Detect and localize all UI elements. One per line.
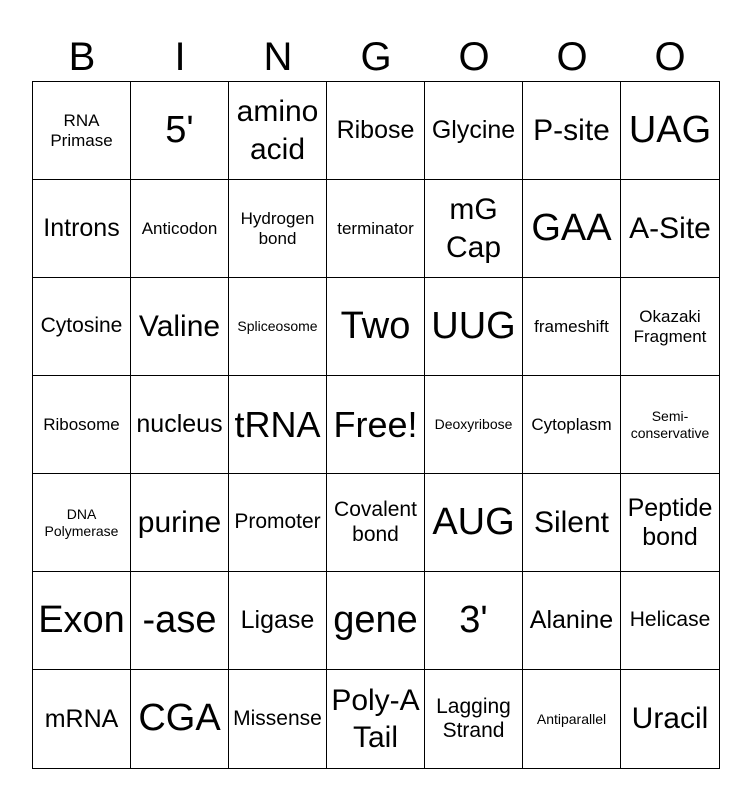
bingo-cell[interactable] (425, 376, 523, 474)
bingo-board (32, 81, 720, 769)
bingo-cell-text: Antiparallel (536, 710, 607, 727)
bingo-cell[interactable] (621, 670, 719, 768)
bingo-cell[interactable] (131, 670, 229, 768)
bingo-cell-text: Cytosine (40, 314, 123, 338)
bingo-cell-text: DNA Polymerase (44, 506, 119, 539)
bingo-cell[interactable] (523, 670, 621, 768)
bingo-cell-text: Peptide bond (627, 493, 713, 551)
bingo-cell-text: Uracil (631, 702, 709, 736)
bingo-cell[interactable] (229, 670, 327, 768)
bingo-cell-text: P-site (533, 113, 610, 147)
bingo-cell[interactable] (327, 376, 425, 474)
bingo-cell-text: Valine (138, 309, 221, 343)
bingo-cell[interactable] (33, 82, 131, 180)
bingo-cell-text: Exon (38, 598, 125, 641)
bingo-cell-text: Anticodon (141, 218, 218, 238)
bingo-cell[interactable] (33, 278, 131, 376)
bingo-cell-text: Promoter (234, 510, 321, 534)
bingo-cell-text: Silent (533, 505, 610, 539)
bingo-cell-text: mG Cap (445, 193, 502, 264)
bingo-cell-text: GAA (531, 206, 612, 249)
bingo-cell[interactable] (33, 376, 131, 474)
bingo-cell[interactable] (523, 474, 621, 572)
bingo-cell[interactable] (33, 670, 131, 768)
bingo-cell[interactable] (131, 82, 229, 180)
bingo-cell[interactable] (621, 474, 719, 572)
bingo-cell[interactable] (621, 278, 719, 376)
bingo-cell-text: frameshift (534, 316, 609, 336)
bingo-cell-text: Glycine (431, 116, 516, 145)
bingo-cell[interactable] (523, 180, 621, 278)
header-letter: I (174, 35, 186, 79)
bingo-cell-text: amino acid (236, 95, 319, 166)
bingo-cell-text: terminator (337, 218, 414, 238)
bingo-cell[interactable] (327, 278, 425, 376)
bingo-cell-text: Hydrogen bond (240, 208, 315, 248)
bingo-cell-text: Ribose (336, 116, 415, 145)
bingo-cell[interactable] (327, 670, 425, 768)
bingo-cell[interactable] (523, 376, 621, 474)
bingo-cell-text: Introns (43, 214, 120, 243)
bingo-cell[interactable] (425, 82, 523, 180)
bingo-cell[interactable] (425, 278, 523, 376)
bingo-cell[interactable] (523, 82, 621, 180)
bingo-cell-text: Ligase (240, 606, 315, 635)
bingo-cell-text: gene (333, 598, 418, 641)
header-letter: G (360, 35, 392, 79)
bingo-cell[interactable] (523, 278, 621, 376)
bingo-cell[interactable] (621, 572, 719, 670)
bingo-cell[interactable] (229, 82, 327, 180)
bingo-cell[interactable] (229, 278, 327, 376)
bingo-cell[interactable] (621, 82, 719, 180)
bingo-cell[interactable] (425, 180, 523, 278)
bingo-cell[interactable] (327, 572, 425, 670)
bingo-cell-text: -ase (142, 598, 217, 641)
bingo-cell-text: Cytoplasm (531, 414, 612, 434)
bingo-cell-text: Deoxyribose (434, 416, 513, 433)
bingo-cell-text: UUG (431, 304, 516, 347)
bingo-cell-text: purine (137, 505, 222, 539)
bingo-cell-text: CGA (138, 697, 221, 740)
bingo-cell-text: Poly-A Tail (331, 683, 420, 754)
header-letter: N (263, 35, 293, 79)
bingo-cell-text: Covalent bond (334, 498, 417, 546)
bingo-cell-text: mRNA (44, 704, 119, 733)
bingo-cell-text: Alanine (529, 606, 614, 635)
bingo-cell-text: tRNA (234, 403, 321, 445)
bingo-cell-text: RNA Primase (50, 110, 113, 150)
bingo-cell[interactable] (229, 572, 327, 670)
bingo-header (33, 34, 719, 80)
bingo-cell[interactable] (229, 376, 327, 474)
bingo-cell[interactable] (229, 180, 327, 278)
bingo-cell-text: Lagging Strand (436, 694, 511, 742)
bingo-cell[interactable] (425, 572, 523, 670)
bingo-cell[interactable] (33, 572, 131, 670)
bingo-cell[interactable] (131, 376, 229, 474)
bingo-cell-text: Ribosome (43, 414, 120, 434)
bingo-cell[interactable] (131, 278, 229, 376)
bingo-cell[interactable] (131, 180, 229, 278)
bingo-cell[interactable] (327, 180, 425, 278)
bingo-cell[interactable] (523, 572, 621, 670)
bingo-cell[interactable] (131, 572, 229, 670)
bingo-cell-text: A-Site (629, 211, 711, 245)
header-letter: O (654, 35, 686, 79)
bingo-cell-text: nucleus (136, 410, 223, 439)
bingo-cell[interactable] (229, 474, 327, 572)
bingo-cell[interactable] (621, 180, 719, 278)
bingo-cell-text: 3' (459, 598, 488, 641)
bingo-cell-text: Helicase (629, 608, 711, 632)
bingo-cell-text: UAG (628, 108, 712, 151)
bingo-cell-text: Okazaki Fragment (633, 306, 707, 346)
bingo-cell[interactable] (327, 82, 425, 180)
bingo-cell[interactable] (33, 180, 131, 278)
bingo-cell-text: Missense (233, 706, 322, 730)
bingo-cell-text: Semi-conservative (630, 408, 710, 441)
bingo-cell[interactable] (425, 474, 523, 572)
bingo-cell-text: Spliceosome (237, 318, 318, 335)
bingo-cell-text: 5' (165, 108, 194, 151)
header-letter: O (458, 35, 490, 79)
bingo-cell-text: Free! (333, 403, 418, 445)
bingo-cell-text: Two (340, 304, 411, 347)
bingo-cell[interactable] (425, 670, 523, 768)
header-letter: B (68, 35, 96, 79)
bingo-cell[interactable] (327, 474, 425, 572)
bingo-cell[interactable] (131, 474, 229, 572)
header-letter: O (556, 35, 588, 79)
bingo-cell[interactable] (621, 376, 719, 474)
bingo-cell-text: AUG (432, 500, 515, 543)
bingo-cell[interactable] (33, 474, 131, 572)
